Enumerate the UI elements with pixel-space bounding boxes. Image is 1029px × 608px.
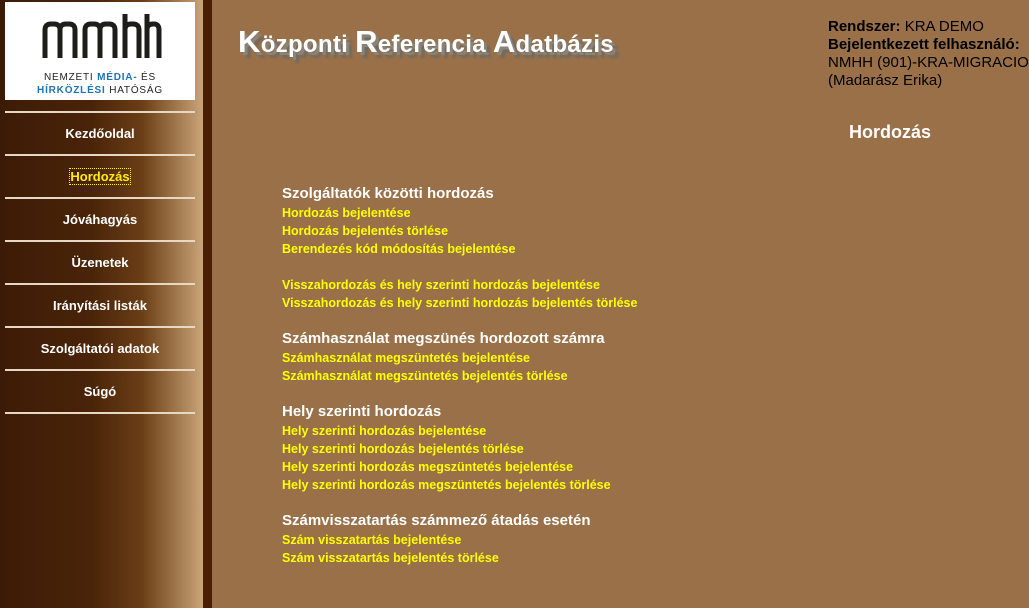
link-hely-szerinti-hordozas-torlese[interactable]: Hely szerinti hordozás bejelentés törlése <box>282 442 524 456</box>
section-hely-szerinti-hordozas <box>282 403 611 494</box>
link-hordozas-bejelentese[interactable]: Hordozás bejelentése <box>282 206 411 220</box>
nav-item-sugo[interactable]: Súgó <box>83 384 117 399</box>
logged-in-label: Bejelentkezett felhasználó: <box>828 36 1020 53</box>
nmhh-logo-mark-icon <box>41 12 161 60</box>
nav-item-uzenetek[interactable]: Üzenetek <box>71 255 129 270</box>
link-hordozas-bejelentes-torlese[interactable]: Hordozás bejelentés törlése <box>282 224 449 238</box>
link-hely-szerinti-megszuntetes-torlese[interactable]: Hely szerinti hordozás megszüntetés bejelentés törlése <box>282 478 611 492</box>
sidebar <box>0 0 203 608</box>
link-szam-visszatartas-torlese[interactable]: Szám visszatartás bejelentés törlése <box>282 551 499 565</box>
nmhh-logo[interactable] <box>5 2 195 100</box>
nav-divider <box>5 412 195 414</box>
link-visszahordozas-bejelentes-torlese[interactable]: Visszahordozás és hely szerinti hordozás bejelentés törlése <box>282 296 638 310</box>
link-berendezes-kod-modositas[interactable]: Berendezés kód módosítás bejelentése <box>282 242 516 256</box>
logged-in-user: NMHH (901)-KRA-MIGRACIO <box>828 54 1029 71</box>
section-title: Számhasználat megszünés hordozott számra <box>282 330 605 347</box>
link-visszahordozas-bejelentese[interactable]: Visszahordozás és hely szerinti hordozás bejelentése <box>282 278 600 292</box>
section-szamhasznalat-megszunes <box>282 330 605 385</box>
section-title: Szolgáltatók közötti hordozás <box>282 185 494 202</box>
section-szamvisszatartas <box>282 512 591 567</box>
nav-item-jovahagyas[interactable]: Jóváhagyás <box>62 212 138 227</box>
logo-text-line1: NEMZETI MÉDIA- ÉS <box>44 72 156 83</box>
site-title: Központi Referencia Adatbázis <box>238 24 614 59</box>
logo-text-line2: HÍRKÖZLÉSI HATÓSÁG <box>37 85 163 96</box>
sidebar-border <box>203 0 212 608</box>
nav-item-szolgaltatoi-adatok[interactable]: Szolgáltatói adatok <box>40 341 160 356</box>
system-info <box>828 18 1029 90</box>
nav-item-kezdooldal[interactable]: Kezdőoldal <box>65 126 135 141</box>
logged-in-user-name: (Madarász Erika) <box>828 72 943 89</box>
system-line: Rendszer: KRA DEMO <box>828 18 984 35</box>
link-szamhasznalat-megszuntetes-bejelentese[interactable]: Számhasználat megszüntetés bejelentése <box>282 351 531 365</box>
nav-item-hordozas[interactable]: Hordozás <box>70 169 130 184</box>
main-nav <box>5 111 195 414</box>
nav-item-iranyitasi-listak[interactable]: Irányítási listák <box>53 298 147 313</box>
link-hely-szerinti-hordozas-bejelentese[interactable]: Hely szerinti hordozás bejelentése <box>282 424 487 438</box>
section-szolgaltatok-kozotti-hordozas <box>282 185 637 312</box>
link-szam-visszatartas-bejelentese[interactable]: Szám visszatartás bejelentése <box>282 533 462 547</box>
section-title: Számvisszatartás számmező átadás esetén <box>282 512 591 529</box>
link-hely-szerinti-megszuntetes-bejelentese[interactable]: Hely szerinti hordozás megszüntetés bejelentése <box>282 460 574 474</box>
page-heading: Hordozás <box>849 122 932 142</box>
section-title: Hely szerinti hordozás <box>282 403 442 420</box>
link-szamhasznalat-megszuntetes-torlese[interactable]: Számhasználat megszüntetés bejelentés törlése <box>282 369 568 383</box>
